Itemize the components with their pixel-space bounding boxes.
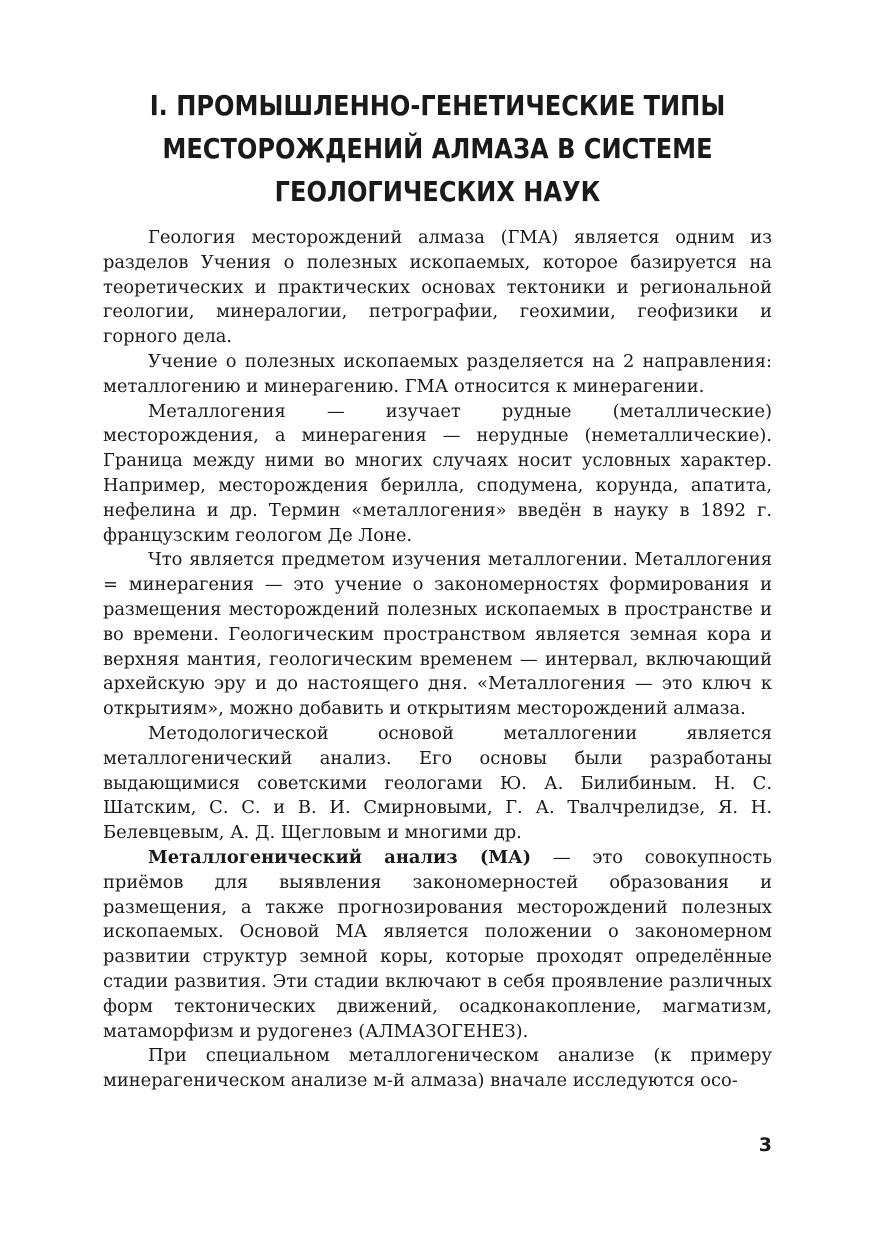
paragraph: Что является предметом изучения металлогении. Металлогения = минерагения — это учение о закономерностях формирования и размещения месторождений полезных ископаемых в пространстве и во времени. Геологическим пространством является земная кора и верхняя мантия, геологическим временем — интервал, включающий архейскую эру и до настоящего дня. «Металлогения — это ключ к открытиям», можно добавить и открытиям месторождений алмаза. [103, 549, 772, 720]
bold-term: Металлогенический анализ (МА) [148, 846, 532, 868]
page-number: 3 [758, 1134, 772, 1156]
chapter-heading-line: ГЕОЛОГИЧЕСКИХ НАУК [274, 175, 601, 208]
paragraph-text: — это совокупность приёмов для выявления закономерностей образования и размещения, а также прогнозирования месторождений полезных ископаемых. Основой МА является положении о закономерном развитии структур земной коры, которые проходят определённые стадии развития. Эти стадии включают в себя проявление различных форм тектонических движений, осадконакопление, магматизм, матаморфизм и рудогенез (АЛМАЗОГЕНЕЗ). [103, 846, 772, 1042]
paragraph [103, 846, 772, 1044]
paragraph: Учение о полезных ископаемых разделяется на 2 направления: металлогению и минерагению. ГМА относится к минерагении. [103, 350, 772, 397]
paragraph: Металлогения — изучает рудные (металлические) месторождения, а минерагения — нерудные (неметаллические). Граница между ними во многих случаях носит условных характер. Например, месторождения берилла, сподумена, корунда, апатита, нефелина и др. Термин «металлогения» введён в науку в 1892 г. французским геологом Де Лоне. [103, 400, 772, 546]
chapter-heading-line: МЕСТОРОЖДЕНИЙ АЛМАЗА В СИСТЕМЕ [162, 132, 713, 165]
chapter-heading [147, 84, 728, 213]
paragraph: При специальном металлогеническом анализе (к примеру минерагеническом анализе м-й алмаза) вначале исследуются осо- [103, 1045, 772, 1092]
chapter-heading-line: I. ПРОМЫШЛЕННО-ГЕНЕТИЧЕСКИЕ ТИПЫ [149, 89, 726, 122]
paragraph: Геология месторождений алмаза (ГМА) является одним из разделов Учения о полезных ископаемых, которое базируется на теоретических и практических основах тектоники и региональной геологии, минералогии, петрографии, геохимии, геофизики и горного дела. [103, 227, 772, 348]
paragraph: Методологической основой металлогении является металлогенический анализ. Его основы были разработаны выдающимися советскими геологами Ю. А. Билибиным. Н. С. Шатским, С. С. и В. И. Смирновыми, Г. А. Твалчрелидзе, Я. Н. Белевцевым, А. Д. Щегловым и многими др. [103, 722, 772, 844]
body-text [103, 226, 772, 1094]
